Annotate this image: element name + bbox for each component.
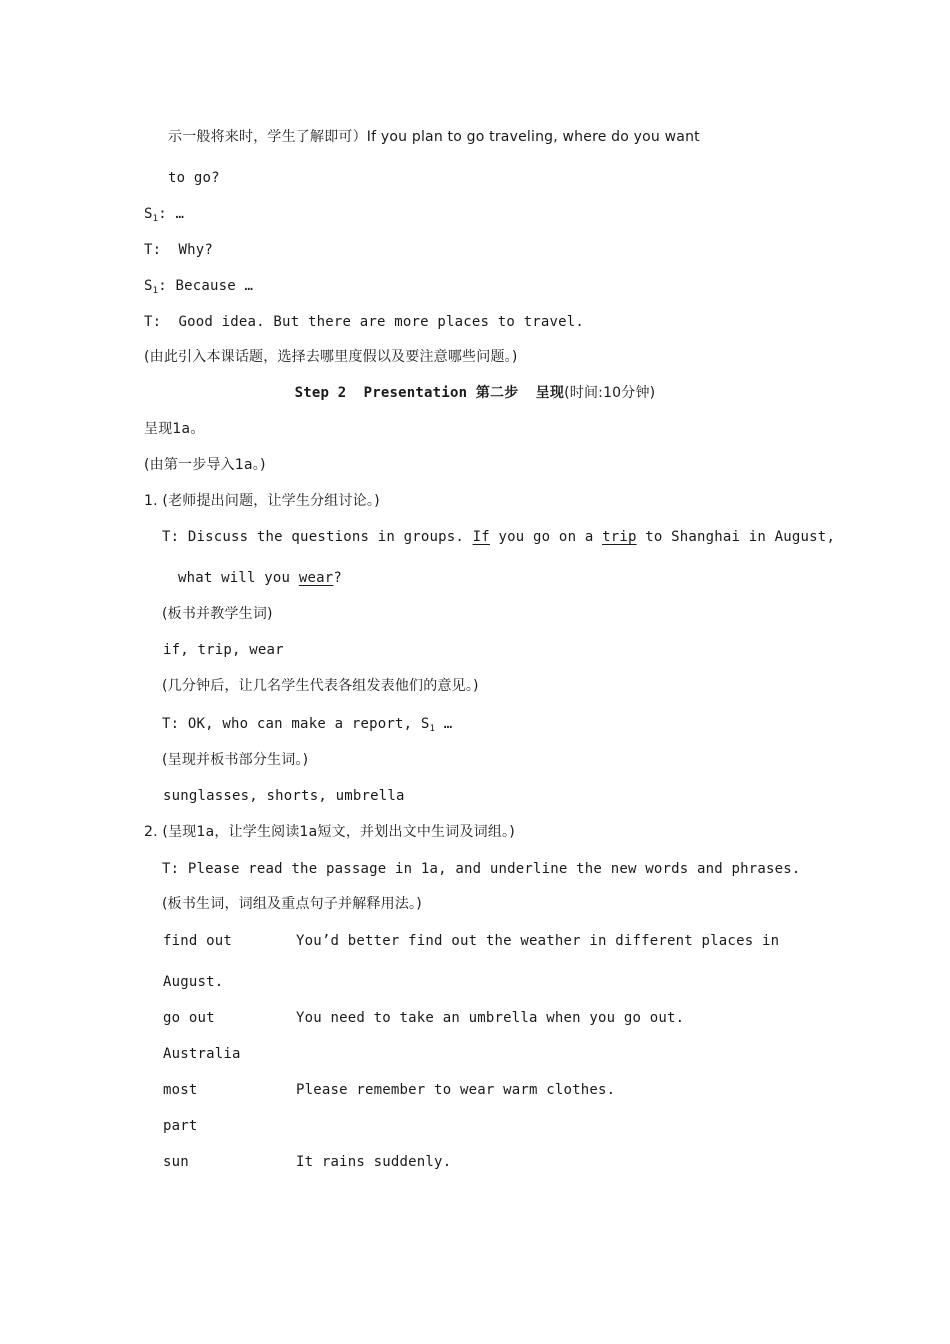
intro-question-continuation: to go? (168, 170, 220, 186)
teacher-discuss-line: T: Discuss the questions in groups. If you go on a trip to Shanghai in August, (162, 529, 836, 545)
vocab-word-go-out: go out (163, 1010, 215, 1026)
vocab-word-australia: Australia (163, 1046, 241, 1062)
word-trip-underlined: trip (602, 529, 637, 545)
board-note-2: (呈现并板书部分生词。) (162, 752, 309, 768)
report-note: (几分钟后，让几名学生代表各组发表他们的意见。) (162, 678, 479, 694)
word-if-underlined: If (472, 529, 490, 545)
vocab-sentence-most: Please remember to wear warm clothes. (296, 1082, 616, 1098)
word-wear-underlined: wear (298, 570, 334, 586)
item-2-instruction: 2. (呈现1a，让学生阅读1a短文，并划出文中生词及词组。) (144, 824, 515, 840)
vocab-word-find-out: find out (163, 933, 233, 949)
vocab-sentence-continuation: August. (163, 974, 224, 990)
vocab-sentence-sun: It rains suddenly. (296, 1154, 452, 1170)
teacher-why-line: T: Why? (144, 242, 214, 258)
step2-time: (时间:10分钟) (564, 385, 656, 401)
new-words-1: if, trip, wear (163, 642, 284, 658)
new-words-2: sunglasses, shorts, umbrella (163, 788, 405, 804)
step2-heading (0, 383, 950, 403)
teacher-discuss-continuation: what will you wear? (178, 570, 342, 586)
vocab-word-part: part (163, 1118, 198, 1134)
student-reply-line: $S_1$: … (144, 206, 185, 224)
step2-title: Step 2 Presentation 第二步 呈现 (294, 385, 565, 401)
item-1-instruction: 1. (老师提出问题，让学生分组讨论。) (144, 493, 380, 509)
board-note-3: (板书生词，词组及重点句子并解释用法。) (162, 896, 422, 912)
student-because-line: $S_1$: Because … (144, 278, 254, 296)
vocab-sentence-go-out: You need to take an umbrella when you go out. (296, 1010, 685, 1026)
teacher-report-line: T: OK, who can make a report, $S_1$ … (162, 716, 453, 734)
vocab-word-sun: sun (163, 1154, 189, 1170)
teacher-read-line: T: Please read the passage in 1a, and underline the new words and phrases. (162, 861, 801, 877)
topic-note-line: (由此引入本课话题，选择去哪里度假以及要注意哪些问题。) (144, 349, 518, 365)
present-1a-line: 呈现1a。 (144, 421, 205, 437)
lead-in-note: (由第一步导入1a。) (144, 457, 266, 473)
vocab-word-most: most (163, 1082, 198, 1098)
board-note-1: (板书并教学生词) (162, 606, 273, 622)
vocab-sentence-find-out: You’d better find out the weather in different places in (296, 933, 780, 949)
intro-question-line: 示一般将来时，学生了解即可）If you plan to go traveling, where do you want (168, 129, 700, 145)
teacher-good-idea-line: T: Good idea. But there are more places to travel. (144, 314, 585, 330)
